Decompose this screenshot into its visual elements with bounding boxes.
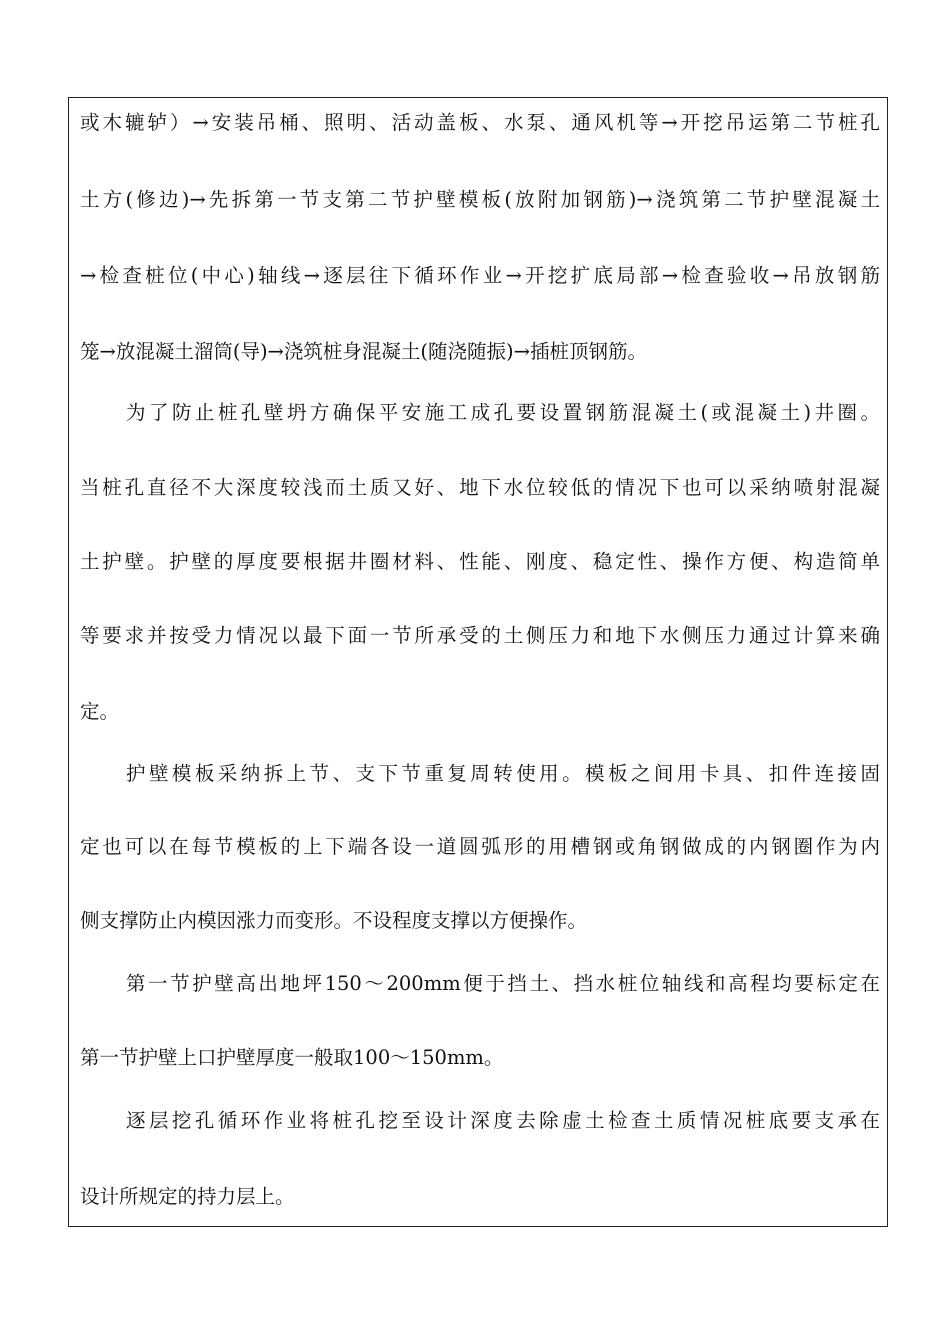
text-line-14: 第一节护壁上口护壁厚度一般取100～150mm。 bbox=[80, 1046, 504, 1069]
text-line-5: 为了防止桩孔壁坍方确保平安施工成孔要设置钢筋混凝土(或混凝土)井圈。 bbox=[126, 401, 880, 424]
text-line-4: 笼→放混凝土溜筒(导)→浇筑桩身混凝土(随浇随振)→插桩顶钢筋。 bbox=[80, 340, 647, 363]
text-line-10: 护壁模板采纳拆上节、支下节重复周转使用。模板之间用卡具、扣件连接固 bbox=[126, 762, 880, 785]
text-line-6: 当桩孔直径不大深度较浅而土质又好、地下水位较低的情况下也可以采纳喷射混凝 bbox=[80, 476, 880, 499]
text-line-11: 定也可以在每节模板的上下端各设一道圆弧形的用槽钢或角钢做成的内钢圈作为内 bbox=[80, 835, 880, 858]
text-line-1: 或木辘轳）→安装吊桶、照明、活动盖板、水泵、通风机等→开挖吊运第二节桩孔 bbox=[80, 111, 880, 134]
text-line-9: 定。 bbox=[80, 700, 120, 723]
text-line-7: 土护壁。护壁的厚度要根据井圈材料、性能、刚度、稳定性、操作方便、构造简单 bbox=[80, 550, 880, 573]
text-line-8: 等要求并按受力情况以最下面一节所承受的土侧压力和地下水侧压力通过计算来确 bbox=[80, 624, 880, 647]
text-line-16: 设计所规定的持力层上。 bbox=[80, 1185, 295, 1208]
text-line-13: 第一节护壁高出地坪150～200mm便于挡土、挡水桩位轴线和高程均要标定在 bbox=[126, 972, 880, 995]
text-line-12: 侧支撑防止内模因涨力而变形。不设程度支撑以方便操作。 bbox=[80, 909, 588, 932]
text-line-15: 逐层挖孔循环作业将桩孔挖至设计深度去除虚土检查土质情况桩底要支承在 bbox=[126, 1109, 880, 1132]
text-line-2: 土方(修边)→先拆第一节支第二节护壁模板(放附加钢筋)→浇筑第二节护壁混凝土 bbox=[80, 188, 880, 211]
text-line-3: →检查桩位(中心)轴线→逐层往下循环作业→开挖扩底局部→检查验收→吊放钢筋 bbox=[80, 264, 880, 287]
